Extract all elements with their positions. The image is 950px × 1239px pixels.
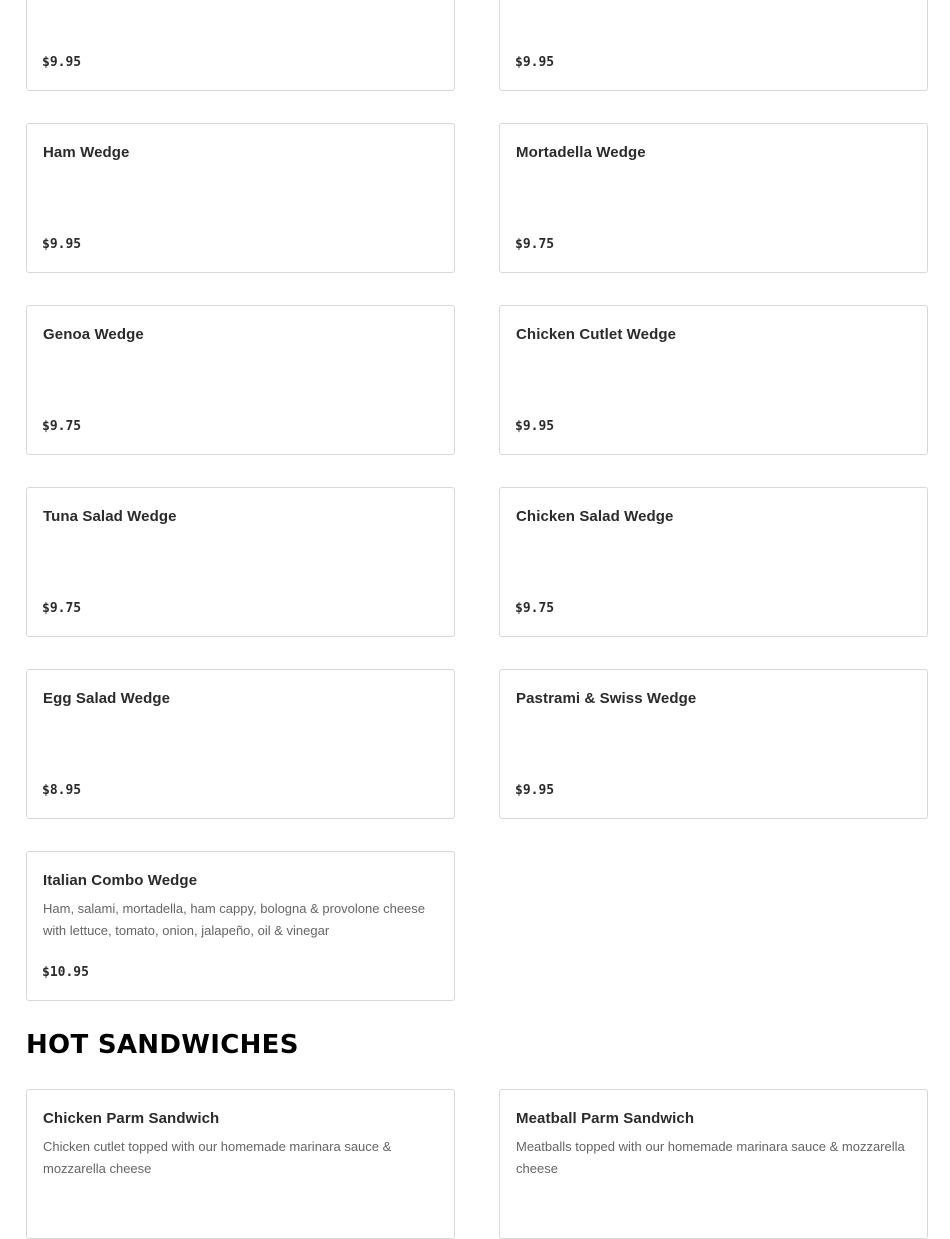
menu-item-price: $9.75	[42, 419, 82, 434]
menu-item-card[interactable]	[26, 1089, 455, 1239]
menu-item-card[interactable]	[499, 123, 928, 273]
menu-item-name: Egg Salad Wedge	[43, 690, 171, 707]
menu-item-card[interactable]	[499, 0, 928, 91]
menu-item-name: Chicken Cutlet Wedge	[516, 326, 677, 343]
menu-item-card[interactable]	[499, 1089, 928, 1239]
menu-item-price: $9.95	[42, 237, 82, 252]
menu-item-price: $9.95	[515, 783, 555, 798]
menu-item-name: Genoa Wedge	[43, 326, 144, 343]
menu-item-card[interactable]	[26, 0, 455, 91]
menu-item-description: Meatballs topped with our homemade marinara sauce & mozzarella cheese	[516, 1139, 905, 1176]
menu-item-name: Chicken Salad Wedge	[516, 508, 674, 525]
menu-item-card[interactable]	[26, 851, 455, 1001]
menu-item-card[interactable]	[26, 669, 455, 819]
menu-item-card[interactable]	[26, 487, 455, 637]
menu-item-card[interactable]	[26, 305, 455, 455]
menu-item-name: Ham Wedge	[43, 144, 130, 161]
section-title-hot-sandwiches: HOT SANDWICHES	[26, 1030, 299, 1060]
menu-item-price: $10.95	[42, 965, 89, 980]
menu-item-name: Chicken Parm Sandwich	[43, 1110, 220, 1127]
menu-item-name: Italian Combo Wedge	[43, 872, 198, 889]
menu-item-price: $8.95	[42, 783, 82, 798]
menu-item-price: $9.95	[515, 419, 555, 434]
menu-item-name: Pastrami & Swiss Wedge	[516, 690, 697, 707]
menu-item-price: $9.75	[42, 601, 82, 616]
menu-item-description: Chicken cutlet topped with our homemade marinara sauce & mozzarella cheese	[43, 1139, 392, 1176]
menu-item-price: $9.75	[515, 601, 555, 616]
menu-item-card[interactable]	[499, 305, 928, 455]
menu-item-name: Meatball Parm Sandwich	[516, 1110, 695, 1127]
menu-item-name: Tuna Salad Wedge	[43, 508, 177, 525]
menu-item-description: Ham, salami, mortadella, ham cappy, bologna & provolone cheese with lettuce, tomato, onion, jalapeño, oil & vinegar	[43, 901, 426, 938]
menu-item-price: $9.95	[42, 55, 82, 70]
menu-item-card[interactable]	[499, 669, 928, 819]
menu-item-price: $9.75	[515, 237, 555, 252]
menu-item-card[interactable]	[499, 487, 928, 637]
menu-item-price: $9.95	[515, 55, 555, 70]
menu-item-card[interactable]	[26, 123, 455, 273]
menu-item-name: Mortadella Wedge	[516, 144, 646, 161]
